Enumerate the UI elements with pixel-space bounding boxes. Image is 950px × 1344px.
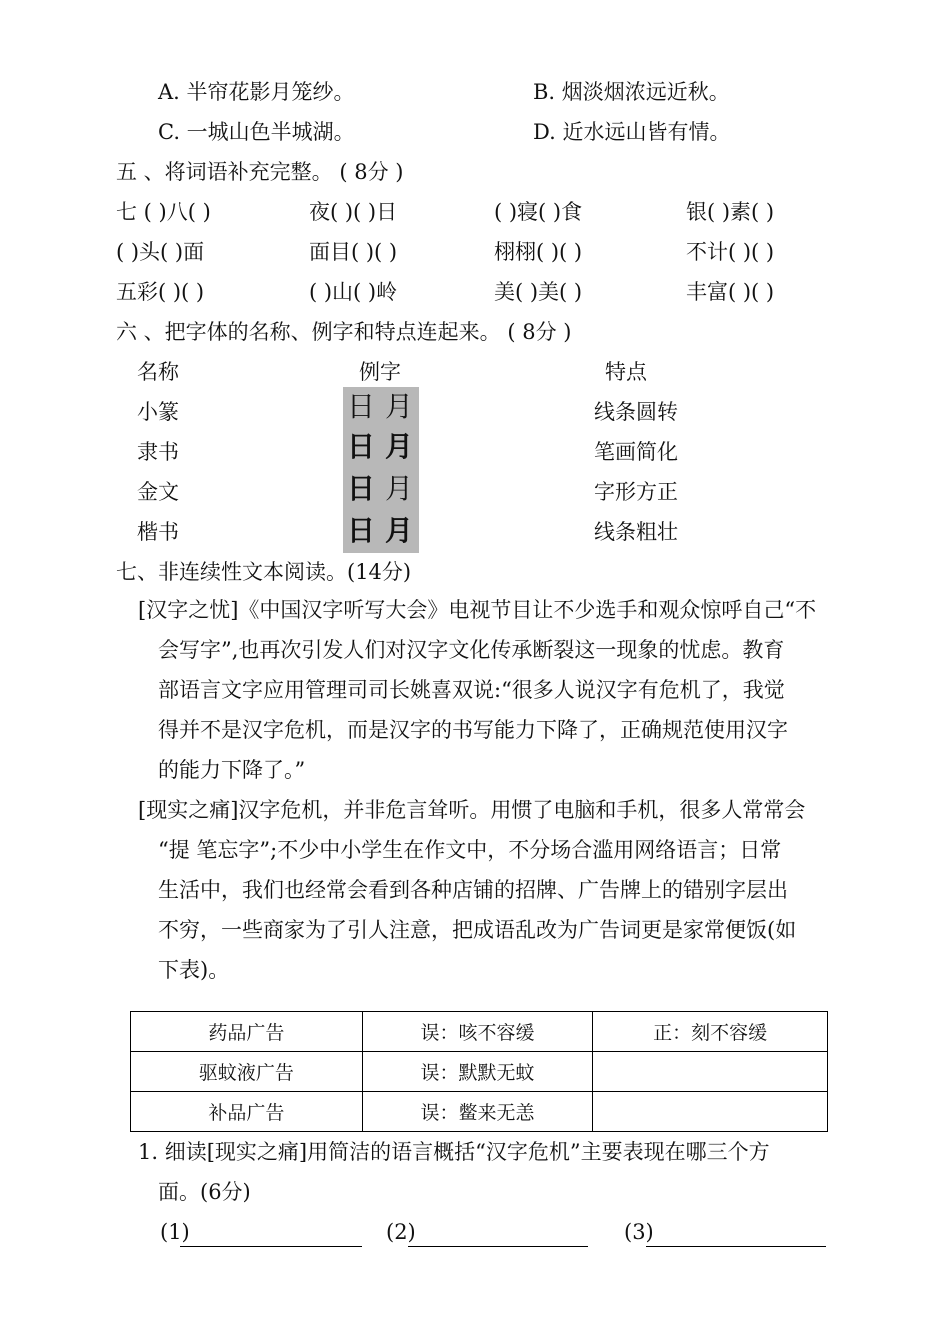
section5-heading: 五 、将词语补充完整。 ( 8分 ) (116, 160, 404, 184)
passage2-line: 下表)。 (158, 958, 230, 982)
fill-word-r2c1: ( )头( )面 (116, 240, 205, 264)
passage1-line: 部语言文字应用管理司司长姚喜双说:“很多人说汉字有危机了，我觉 (158, 678, 785, 702)
section7-heading: 七、非连续性文本阅读。(14分) (116, 560, 412, 584)
table-row (131, 1052, 828, 1092)
col-example-header: 例字 (359, 360, 401, 384)
glyph-moon-2: 月 (385, 430, 414, 463)
glyph-moon-1: 月 (385, 390, 414, 423)
glyph-sun-3: 日 (347, 472, 376, 505)
answer-cell[interactable] (593, 1092, 828, 1132)
example-characters-image (343, 387, 419, 553)
fill-word-r1c1: 七 ( )八( ) (116, 200, 211, 224)
option-b: B. 烟淡烟浓远近秋。 (533, 80, 730, 104)
font-name-kaishu: 楷书 (137, 520, 179, 544)
passage2-line: “提 笔忘字”;不少中小学生在作文中，不分场合滥用网络语言；日常 (158, 838, 782, 862)
table-cell: 误：默默无蚊 (362, 1052, 593, 1092)
feature-3: 字形方正 (594, 480, 678, 504)
feature-1: 线条圆转 (594, 400, 678, 424)
fill-word-r3c3: 美( )美( ) (494, 280, 583, 304)
answer-blank-1[interactable] (180, 1246, 362, 1247)
table-cell: 误：咳不容缓 (362, 1012, 593, 1052)
feature-4: 线条粗壮 (594, 520, 678, 544)
question-1-cont: 面。(6分) (158, 1180, 251, 1204)
answer-label-3: (3) (624, 1220, 654, 1244)
glyph-moon-3: 月 (385, 472, 414, 505)
answer-blank-3[interactable] (646, 1246, 826, 1247)
fill-word-r1c3: ( )寝( )食 (494, 200, 583, 224)
fill-word-r3c4: 丰富( )( ) (686, 280, 775, 304)
fill-word-r3c2: ( )山( )岭 (309, 280, 398, 304)
answer-label-1: (1) (160, 1220, 190, 1244)
option-c: C. 一城山色半城湖。 (158, 120, 355, 144)
passage1-line: [汉字之忧]《中国汉字听写大会》电视节目让不少选手和观众惊呼自己“不 (138, 598, 817, 622)
passage2-line: [现实之痛]汉字危机，并非危言耸听。用惯了电脑和手机，很多人常常会 (138, 798, 806, 822)
table-row (131, 1012, 828, 1052)
answer-label-2: (2) (386, 1220, 416, 1244)
passage2-line: 不穷，一些商家为了引人注意，把成语乱改为广告词更是家常便饭(如 (158, 918, 797, 942)
font-name-lishu: 隶书 (137, 440, 179, 464)
answer-blank-2[interactable] (408, 1246, 588, 1247)
passage1-line: 的能力下降了。” (158, 758, 306, 782)
table-cell: 误：鳖来无恙 (362, 1092, 593, 1132)
answer-cell[interactable] (593, 1052, 828, 1092)
col-name-header: 名称 (137, 360, 179, 384)
fill-word-r2c4: 不计( )( ) (686, 240, 775, 264)
table-cell: 驱蚊液广告 (131, 1052, 363, 1092)
passage-reality-pain (138, 790, 848, 990)
ad-errors-table (130, 1011, 828, 1132)
section6-heading: 六 、把字体的名称、例字和特点连起来。 ( 8分 ) (116, 320, 572, 344)
feature-2: 笔画简化 (594, 440, 678, 464)
table-cell: 正：刻不容缓 (593, 1012, 828, 1052)
glyph-sun-2: 日 (347, 430, 376, 463)
passage1-line: 得并不是汉字危机，而是汉字的书写能力下降了，正确规范使用汉字 (158, 718, 788, 742)
fill-word-r3c1: 五彩( )( ) (116, 280, 205, 304)
passage2-line: 生活中，我们也经常会看到各种店铺的招牌、广告牌上的错别字层出 (158, 878, 788, 902)
option-d: D. 近水远山皆有情。 (533, 120, 731, 144)
col-feature-header: 特点 (605, 360, 647, 384)
fill-word-r1c2: 夜( )( )日 (309, 200, 398, 224)
table-cell: 药品广告 (131, 1012, 363, 1052)
font-name-jinwen: 金文 (137, 480, 179, 504)
passage-hanzi-worry (138, 590, 848, 790)
glyph-sun-1: 日 (347, 390, 376, 423)
question-1: 1. 细读[现实之痛]用简洁的语言概括“汉字危机”主要表现在哪三个方 (138, 1140, 770, 1164)
glyph-sun-4: 日 (347, 514, 376, 547)
glyph-moon-4: 月 (385, 514, 414, 547)
table-cell: 补品广告 (131, 1092, 363, 1132)
font-name-xiaozhuan: 小篆 (137, 400, 179, 424)
passage1-line: 会写字”,也再次引发人们对汉字文化传承断裂这一现象的忧虑。教育 (158, 638, 785, 662)
option-a: A. 半帘花影月笼纱。 (158, 80, 355, 104)
fill-word-r2c3: 栩栩( )( ) (494, 240, 583, 264)
fill-word-r2c2: 面目( )( ) (309, 240, 398, 264)
fill-word-r1c4: 银( )素( ) (686, 200, 775, 224)
table-row (131, 1092, 828, 1132)
